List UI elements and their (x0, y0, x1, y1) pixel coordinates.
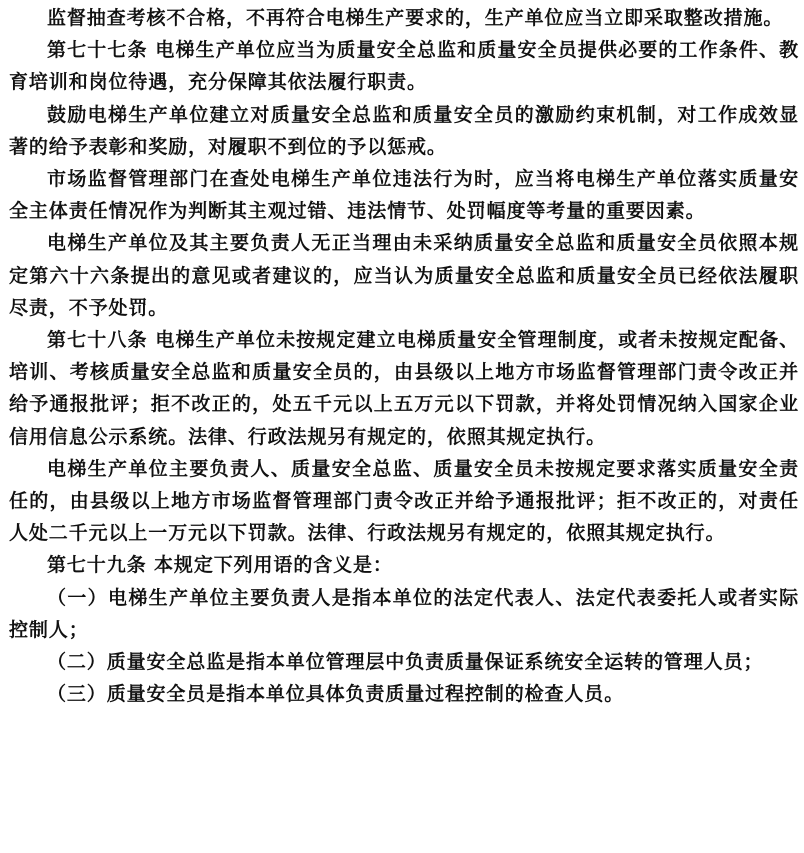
paragraph-exemption: 电梯生产单位及其主要负责人无正当理由未采纳质量安全总监和质量安全员依照本规定第六十六条提出的意见或者建议的，应当认为质量安全总监和质量安全员已经依法履职尽责，不予处罚。 (9, 232, 799, 319)
paragraph-continuation: 监督抽查考核不合格，不再符合电梯生产要求的，生产单位应当立即采取整改措施。 (47, 7, 784, 29)
paragraph-market-supervision: 市场监督管理部门在查处电梯生产单位违法行为时，应当将电梯生产单位落实质量安全主体责任情况作为判断其主观过错、违法情节、处罚幅度等考量的重要因素。 (9, 168, 799, 223)
document-page (9, 2, 799, 710)
paragraph-article-78: 第七十八条 电梯生产单位未按规定建立电梯质量安全管理制度，或者未按规定配备、培训、考核质量安全总监和质量安全员的，由县级以上地方市场监督管理部门责令改正并给予通报批评；拒不改正的，处五千元以上五万元以下罚款，并将处罚情况纳入国家企业信用信息公示系统。法律、行政法规另有规定的，依照其规定执行。 (9, 329, 799, 448)
paragraph-article-77: 第七十七条 电梯生产单位应当为质量安全总监和质量安全员提供必要的工作条件、教育培训和岗位待遇，充分保障其依法履行职责。 (9, 39, 799, 94)
paragraph-article-79: 第七十九条 本规定下列用语的含义是： (47, 554, 393, 577)
paragraph-incentive: 鼓励电梯生产单位建立对质量安全总监和质量安全员的激励约束机制，对工作成效显著的给予表彰和奖励，对履职不到位的予以惩戒。 (9, 103, 799, 158)
paragraph-responsible-persons: 电梯生产单位主要负责人、质量安全总监、质量安全员未按规定要求落实质量安全责任的，由县级以上地方市场监督管理部门责令改正并给予通报批评；拒不改正的，对责任人处二千元以上一万元以下罚款。法律、行政法规另有规定的，依照其规定执行。 (9, 457, 799, 545)
definition-item-3: （三）质量安全员是指本单位具体负责质量过程控制的检查人员。 (47, 683, 625, 706)
definition-item-1: （一）电梯生产单位主要负责人是指本单位的法定代表人、法定代表委托人或者实际控制人； (9, 586, 799, 641)
definition-item-2: （二）质量安全总监是指本单位管理层中负责质量保证系统安全运转的管理人员； (47, 651, 764, 674)
